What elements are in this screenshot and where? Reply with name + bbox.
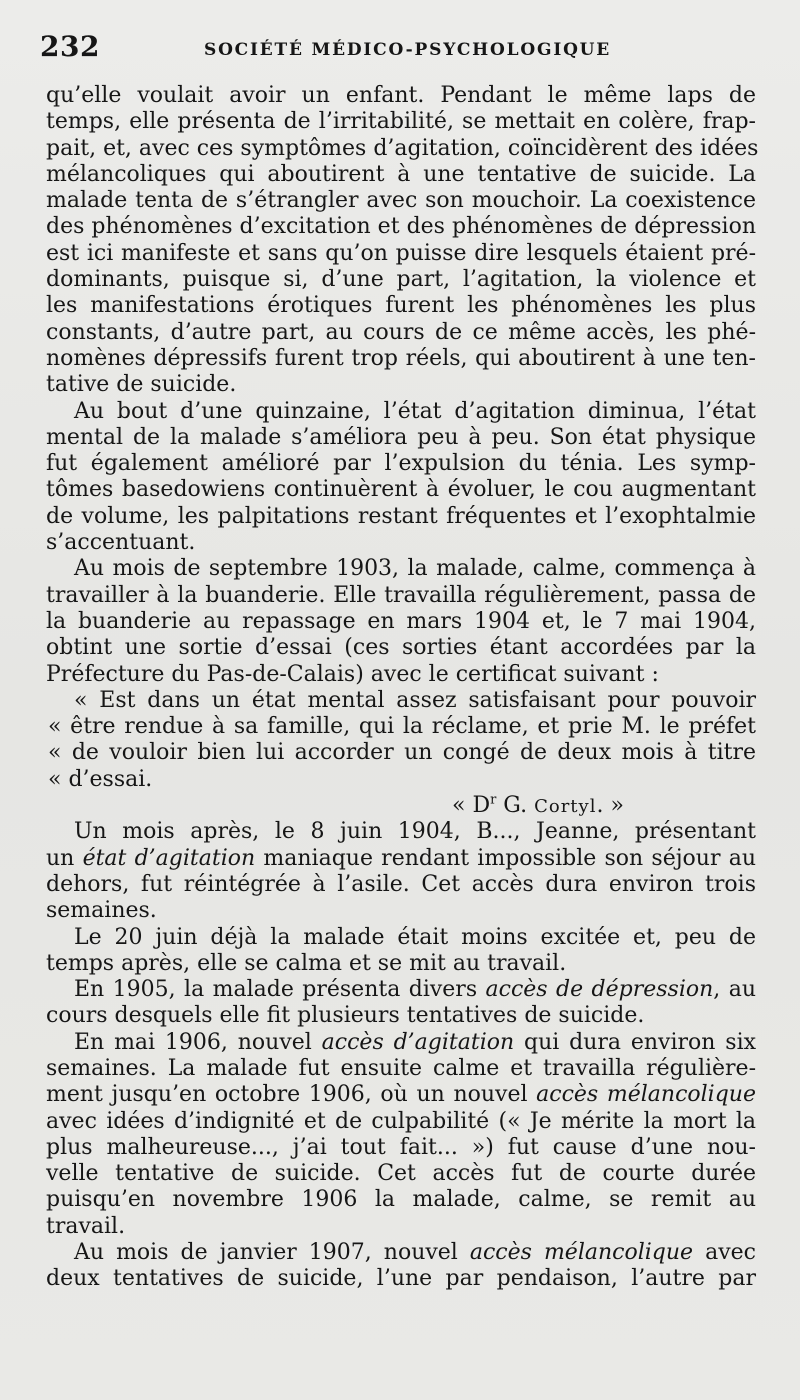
italic-term: accès mélancolique	[469, 1240, 694, 1266]
text-line: obtint une sortie d’essai (ces sorties étant accordées par la	[46, 635, 756, 661]
text-line: pait, et, avec ces symptômes d’agitation, coïncidèrent des idées	[46, 135, 759, 161]
text-line: travailler à la buanderie. Elle travailla régulièrement, passa de	[46, 582, 756, 608]
signature-close: . »	[596, 793, 624, 819]
text-line	[46, 1030, 756, 1056]
text-run: En 1905, la malade présenta divers	[74, 977, 486, 1003]
text-line: semaines.	[46, 898, 157, 924]
text-line: Au bout d’une quinzaine, l’état d’agitation diminua, l’état	[74, 398, 756, 424]
signature-surname: Cortyl	[534, 796, 597, 818]
text-line: temps après, elle se calma et se mit au travail.	[46, 950, 567, 976]
text-run: , au	[713, 977, 756, 1003]
quote-line: « d’essai.	[48, 766, 153, 792]
page-header	[40, 30, 760, 70]
text-run: un	[46, 845, 83, 871]
text-line	[46, 1082, 756, 1108]
signature-superscript: r	[490, 792, 497, 808]
text-line: mélancoliques qui aboutirent à une tentative de suicide. La	[46, 161, 756, 187]
text-line: Un mois après, le 8 juin 1904, B..., Jeanne, présentant	[74, 819, 756, 845]
text-run: Au mois de janvier 1907, nouvel	[74, 1240, 470, 1266]
signature-line	[46, 793, 756, 819]
text-line: semaines. La malade fut ensuite calme et travailla régulière-	[46, 1055, 756, 1081]
text-line: tative de suicide.	[46, 372, 237, 398]
text-line: cours desquels elle fit plusieurs tentatives de suicide.	[46, 1003, 645, 1029]
text-line: fut également amélioré par l’expulsion du ténia. Les symp-	[46, 451, 756, 477]
text-line: Le 20 juin déjà la malade était moins excitée et, peu de	[74, 924, 756, 950]
text-line: les manifestations érotiques furent les phénomènes les plus	[46, 293, 756, 319]
text-line: travail.	[46, 1213, 126, 1239]
text-line	[46, 977, 756, 1003]
page-number: 232	[40, 30, 100, 63]
text-run: maniaque rendant impossible son séjour au	[255, 845, 756, 871]
italic-term: accès de dépression	[485, 977, 714, 1003]
text-line: est ici manifeste et sans qu’on puisse dire lesquels étaient pré-	[46, 240, 756, 266]
text-line: nomènes dépressifs furent trop réels, qui aboutirent à une ten-	[46, 345, 756, 371]
quote-line: « de vouloir bien lui accorder un congé de deux mois à titre	[48, 740, 756, 766]
signature-initial: G.	[496, 793, 535, 819]
italic-term: accès d’agitation	[321, 1029, 515, 1055]
text-line: mental de la malade s’améliora peu à peu. Son état physique	[46, 424, 756, 450]
quote-line: « Est dans un état mental assez satisfaisant pour pouvoir	[74, 687, 756, 713]
text-line: des phénomènes d’excitation et des phénomènes de dépression	[46, 214, 756, 240]
text-line: avec idées d’indignité et de culpabilité (« Je mérite la mort la	[46, 1108, 756, 1134]
text-line	[46, 1240, 756, 1266]
italic-term: accès mélancolique	[536, 1082, 756, 1108]
signature-open: « D	[452, 793, 491, 819]
italic-term: état d’agitation	[82, 845, 256, 871]
text-line: deux tentatives de suicide, l’une par pendaison, l’autre par	[46, 1266, 756, 1292]
text-run: avec	[693, 1240, 756, 1266]
text-line: tômes basedowiens continuèrent à évoluer, le cou augmentant	[46, 477, 756, 503]
text-line: dehors, fut réintégrée à l’asile. Cet accès dura environ trois	[46, 871, 756, 897]
text-run: En mai 1906, nouvel	[74, 1029, 322, 1055]
text-line: de volume, les palpitations restant fréquentes et l’exophtalmie	[46, 503, 756, 529]
text-line: temps, elle présenta de l’irritabilité, se mettait en colère, frap-	[46, 109, 756, 135]
text-line: la buanderie au repassage en mars 1904 et, le 7 mai 1904,	[46, 608, 756, 634]
text-line: malade tenta de s’étrangler avec son mouchoir. La coexistence	[46, 188, 756, 214]
text-run: qui dura environ six	[514, 1029, 757, 1055]
quote-line: « être rendue à sa famille, qui la réclame, et prie M. le préfet	[48, 714, 756, 740]
text-line	[46, 846, 756, 872]
text-line: qu’elle voulait avoir un enfant. Pendant le même laps de	[46, 83, 756, 108]
text-line: constants, d’autre part, au cours de ce même accès, les phé-	[46, 319, 756, 345]
text-line: plus malheureuse..., j’ai tout fait... ») fut cause d’une nou-	[46, 1134, 756, 1160]
text-line: Au mois de septembre 1903, la malade, calme, commença à	[74, 556, 756, 582]
text-run: ment jusqu’en octobre 1906, où un nouvel	[46, 1082, 537, 1108]
text-line: dominants, puisque si, d’une part, l’agitation, la violence et	[46, 267, 756, 293]
text-line: puisqu’en novembre 1906 la malade, calme, se remit au	[46, 1187, 756, 1213]
text-line: Préfecture du Pas-de-Calais) avec le certificat suivant :	[46, 661, 659, 687]
running-title: SOCIÉTÉ MÉDICO-PSYCHOLOGIQUE	[204, 40, 612, 60]
text-line: velle tentative de suicide. Cet accès fut de courte durée	[46, 1161, 756, 1187]
body-text	[46, 83, 759, 1293]
text-line: s’accentuant.	[46, 530, 196, 556]
